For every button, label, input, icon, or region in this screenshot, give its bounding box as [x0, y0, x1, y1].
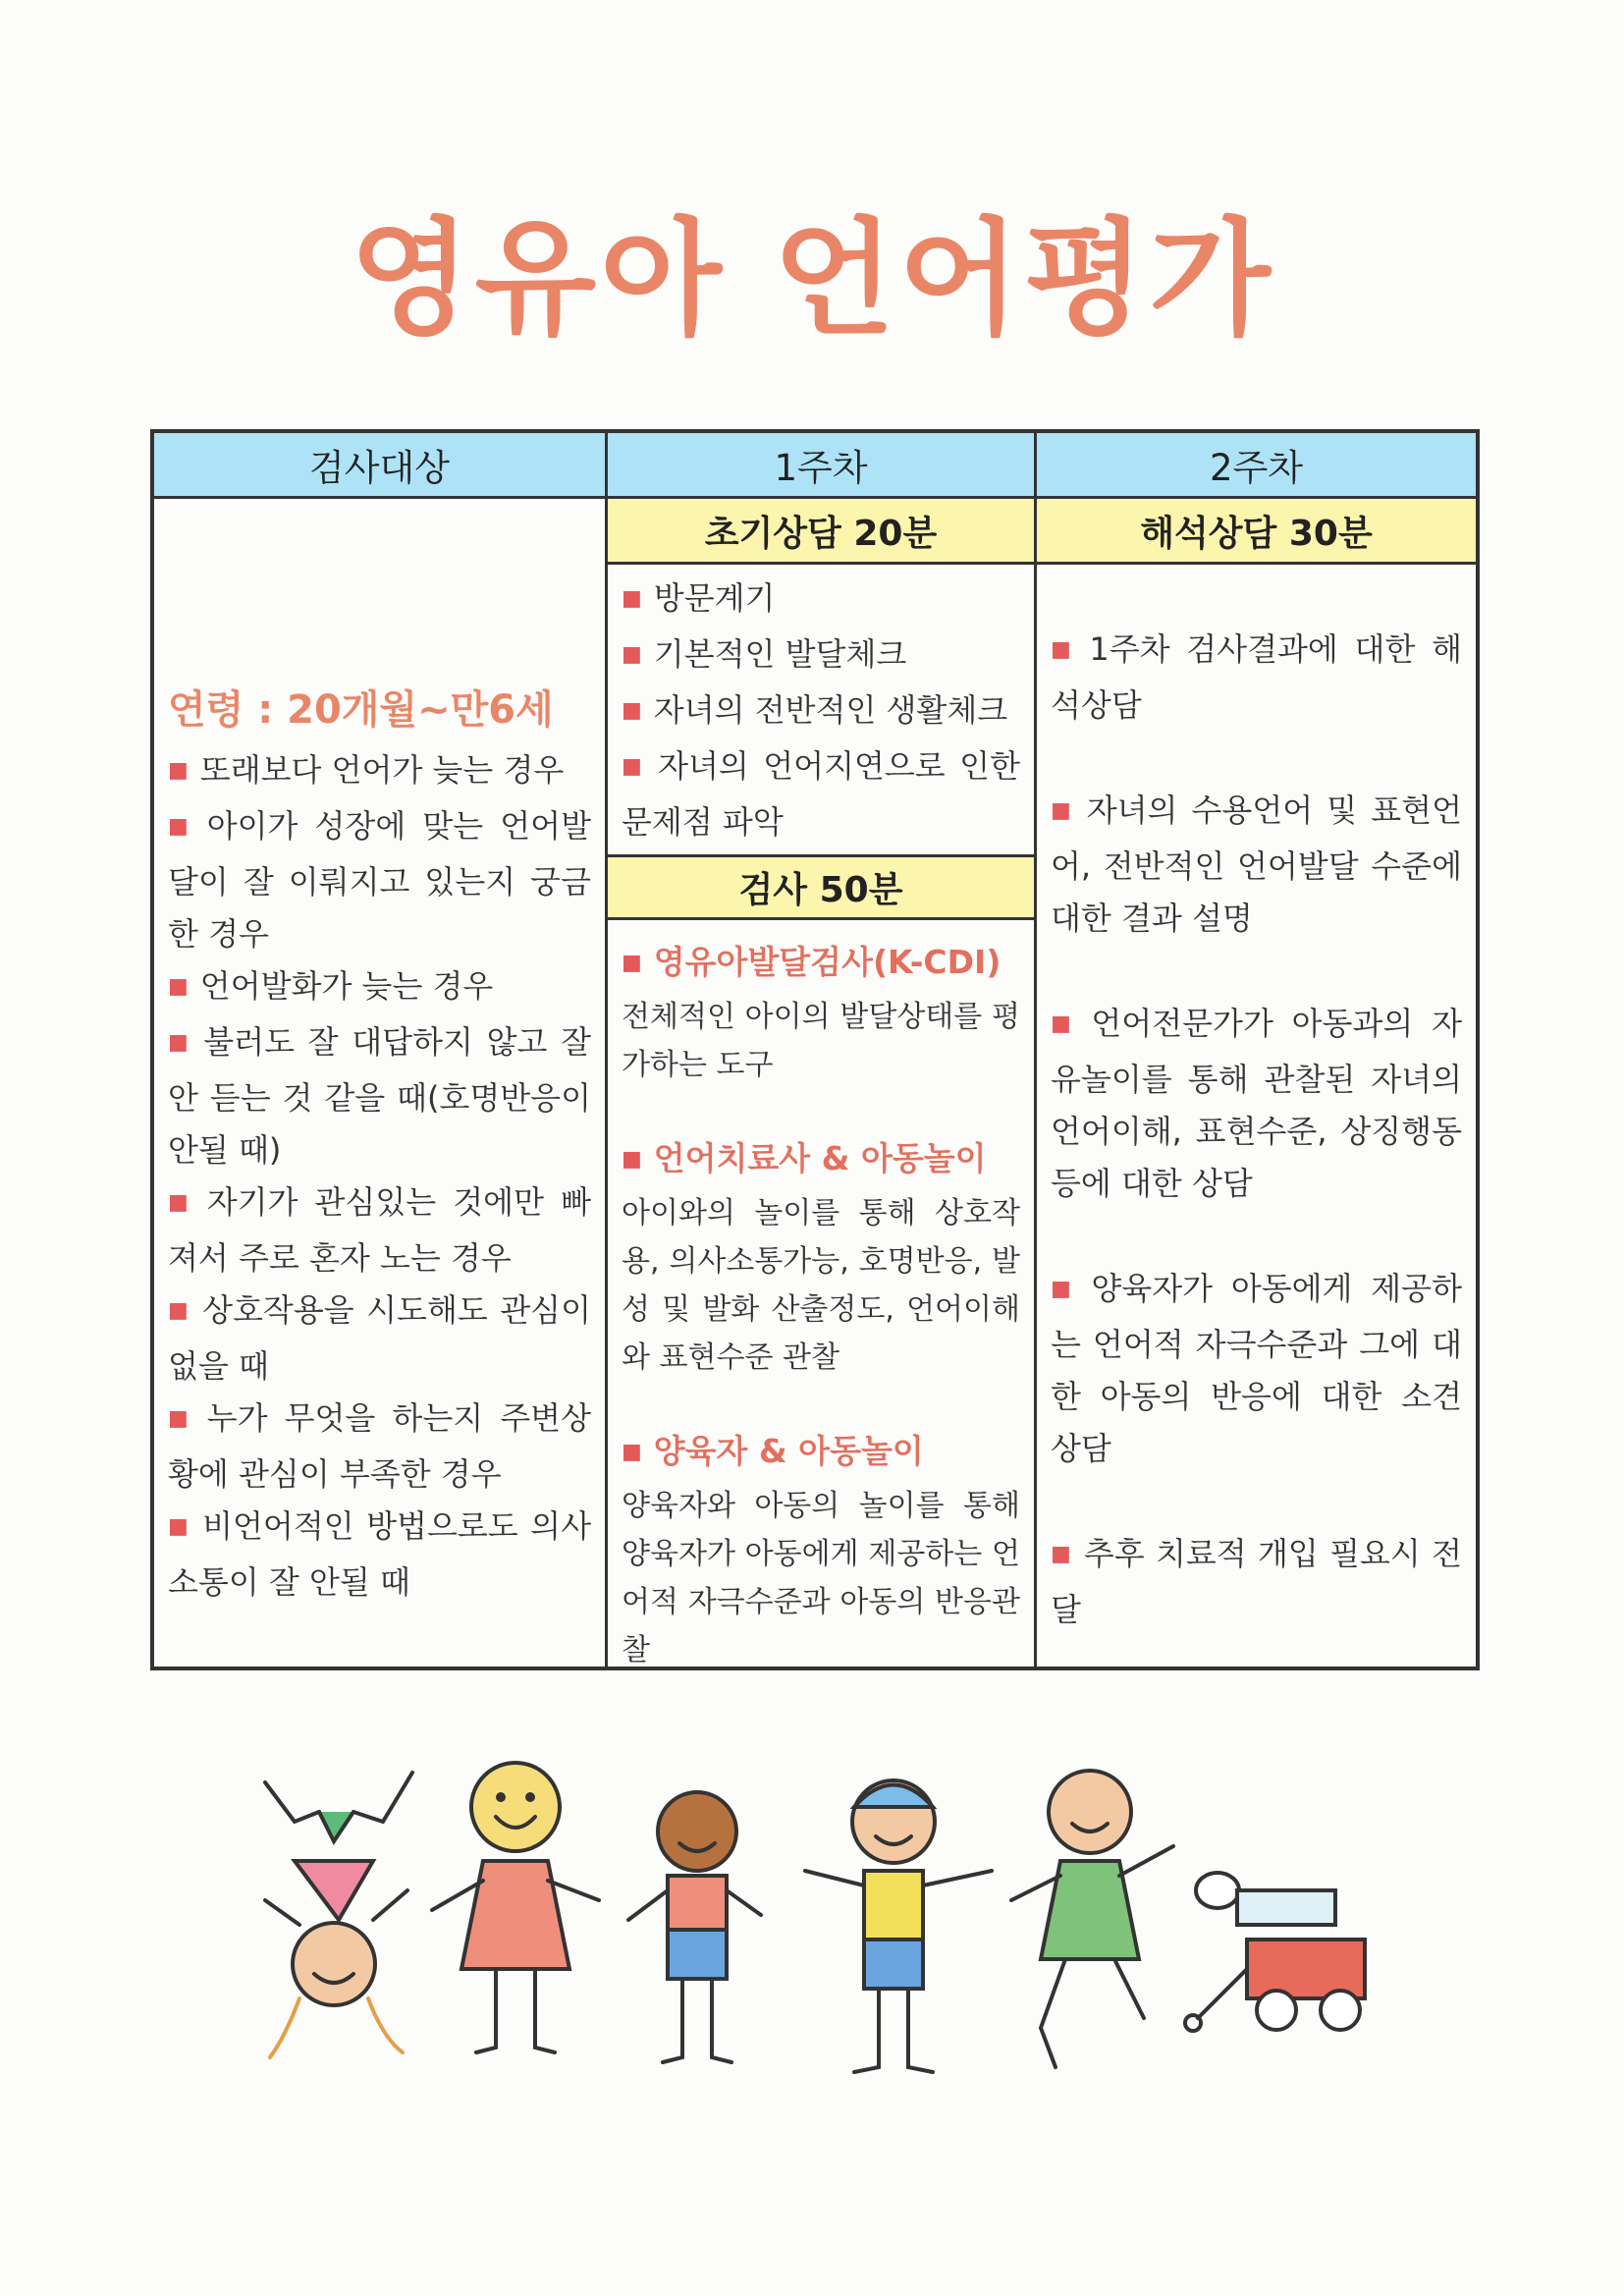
bullet-icon: ■	[1051, 1542, 1072, 1566]
child-boy-icon	[628, 1792, 761, 2062]
list-item: ■ 언어발화가 늦는 경우	[168, 967, 494, 1005]
list-item: ■ 양육자가 아동에게 제공하는 언어적 자극수준과 그에 대한 아동의 반응에 대한 소견 상담	[1051, 1270, 1462, 1467]
interpretation-consult-title: 해석상담 30분	[1037, 499, 1476, 565]
week1-column	[605, 499, 1034, 1667]
list-item: ■ 추후 치료적 개입 필요시 전달	[1051, 1535, 1462, 1628]
age-range: 연령 : 20개월~만6세	[168, 687, 554, 733]
bullet-icon: ■	[622, 586, 642, 611]
bullet-icon: ■	[622, 951, 642, 975]
list-item: ■ 누가 무엇을 하는지 주변상황에 관심이 부족한 경우	[168, 1399, 591, 1493]
bullet-icon: ■	[1051, 1277, 1080, 1301]
test-desc: 전체적인 아이의 발달상태를 평가하는 도구	[622, 1000, 1020, 1082]
list-item: ■ 자녀의 전반적인 생활체크	[622, 691, 1008, 729]
list-item: ■ 자녀의 수용언어 및 표현언어, 전반적인 언어발달 수준에 대한 결과 설명	[1051, 792, 1462, 937]
week2-column	[1034, 499, 1476, 1667]
bullet-icon: ■	[622, 1147, 642, 1172]
header-target: 검사대상	[154, 433, 605, 499]
bullet-icon: ■	[1051, 1011, 1080, 1036]
test-desc: 양육자와 아동의 놀이를 통해 양육자가 아동에게 제공하는 언어적 자극수준과 아동의 반응관찰	[622, 1489, 1020, 1667]
bullet-icon: ■	[168, 814, 195, 839]
bullet-icon: ■	[168, 758, 189, 783]
bullet-icon: ■	[168, 1514, 191, 1539]
bullet-icon: ■	[622, 642, 642, 667]
list-item: ■ 불러도 잘 대답하지 않고 잘 안 듣는 것 같을 때(호명반응이 안될 때)	[168, 1023, 591, 1169]
test-desc: 아이와의 놀이를 통해 상호작용, 의사소통가능, 호명반응, 발성 및 발화 산출정도, 언어이해와 표현수준 관찰	[622, 1196, 1020, 1375]
header-week1: 1주차	[605, 433, 1034, 499]
bullet-icon: ■	[168, 1190, 195, 1215]
bullet-icon: ■	[1051, 798, 1075, 823]
list-item: ■ 방문계기	[622, 579, 776, 617]
child-cap-boy-icon	[805, 1780, 992, 2072]
test-name: ■ 영유아발달검사(K-CDI)	[622, 943, 1001, 981]
children-illustration	[226, 1753, 1424, 2097]
bullet-icon: ■	[622, 698, 642, 723]
list-item: ■ 언어전문가가 아동과의 자유놀이를 통해 관찰된 자녀의 언어이해, 표현수준, 상징행동 등에 대한 상담	[1051, 1005, 1462, 1202]
bullet-icon: ■	[622, 754, 647, 779]
bullet-icon: ■	[168, 1298, 191, 1323]
list-item: ■ 1주차 검사결과에 대한 해석상담	[1051, 630, 1462, 724]
test-title: 검사 50분	[608, 854, 1034, 920]
list-item: ■ 상호작용을 시도해도 관심이 없을 때	[168, 1291, 591, 1385]
child-upside-down-icon	[265, 1773, 412, 2057]
child-girl-icon	[432, 1763, 599, 2052]
bullet-icon: ■	[168, 974, 189, 999]
page-title: 영유아 언어평가	[349, 206, 1275, 353]
test-name: ■ 양육자 & 아동놀이	[622, 1432, 924, 1470]
list-item: ■ 자기가 관심있는 것에만 빠져서 주로 혼자 노는 경우	[168, 1183, 591, 1277]
target-column	[154, 499, 605, 1667]
bullet-icon: ■	[622, 1440, 642, 1464]
test-name: ■ 언어치료사 & 아동놀이	[622, 1139, 987, 1177]
list-item: ■ 아이가 성장에 맞는 언어발달이 잘 이뤄지고 있는지 궁금한 경우	[168, 807, 591, 953]
header-week2: 2주차	[1034, 433, 1476, 499]
initial-consult-title: 초기상담 20분	[608, 499, 1034, 565]
list-item: ■ 또래보다 언어가 늦는 경우	[168, 751, 565, 789]
dog-wagon-icon	[1185, 1873, 1365, 2031]
list-item: ■ 비언어적인 방법으로도 의사소통이 잘 안될 때	[168, 1507, 591, 1601]
list-item: ■ 자녀의 언어지연으로 인한 문제점 파악	[622, 747, 1020, 841]
bullet-icon: ■	[168, 1030, 192, 1055]
bullet-icon: ■	[1051, 637, 1078, 662]
child-jumping-girl-icon	[1011, 1771, 1173, 2067]
evaluation-table	[150, 429, 1480, 1670]
list-item: ■ 기본적인 발달체크	[622, 635, 907, 673]
bullet-icon: ■	[168, 1406, 195, 1431]
